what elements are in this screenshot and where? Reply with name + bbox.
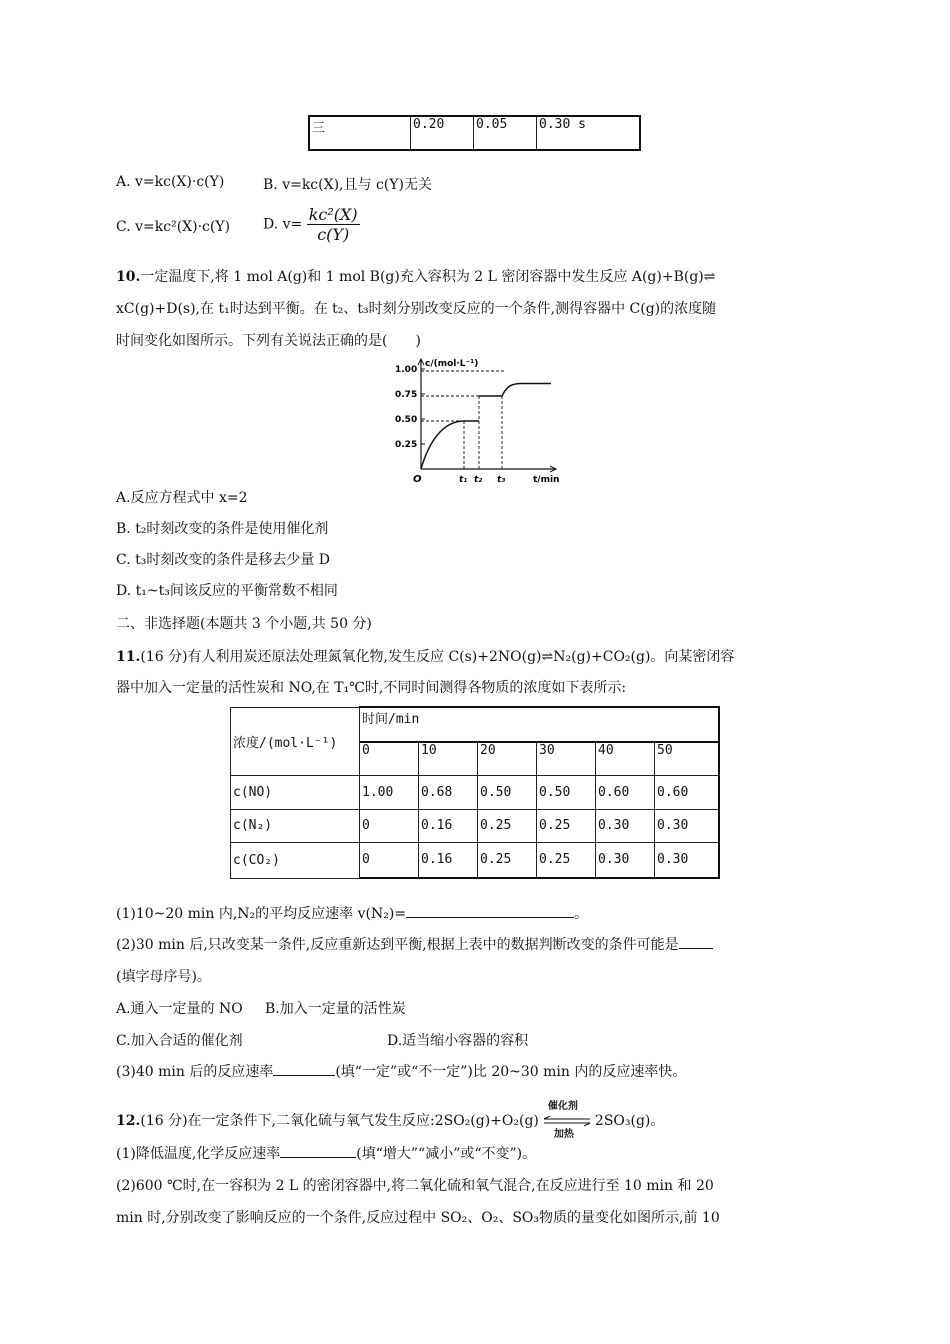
table-cell: 0.50 [537,775,596,809]
table-cell: 0.16 [419,809,478,842]
q12-part2-line2: min 时,分别改变了影响反应的一个条件,反应过程中 SO₂、O₂、SO₃物质的量变化如图所示,前 10 [116,1210,720,1226]
q9-option-a: A. v=kc(X)·c(Y) [116,174,225,190]
fraction-numerator: kc²(X) [308,205,358,224]
q9-option-b: B. v=kc(X),且与 c(Y)无关 [263,177,432,193]
q12-text-end: 2SO₃(g)。 [594,1113,665,1129]
q11-part1-text: (1)10~20 min 内,N₂的平均反应速率 v(N₂)= [116,906,407,922]
q11-part3-end: (填“一定”或“不一定”)比 20~30 min 内的反应速率快。 [335,1064,687,1080]
q11-part2-line1 [116,934,713,954]
q12-part1-end: (填“增大”“减小”或“不变”)。 [356,1146,537,1162]
q10-option-d: D. t₁~t₃间该反应的平衡常数不相同 [116,583,338,599]
condition-bottom: 加热 [553,1129,574,1140]
table-header-cell: 50 [655,742,720,775]
y-axis-label: c/(mol·L⁻¹) [425,359,479,369]
table-cell: 0.05 [474,116,537,150]
q10-option-b: B. t₂时刻改变的条件是使用催化剂 [116,521,329,537]
table-row-label: c(NO) [231,775,360,809]
series-curve-rise-2 [502,384,551,397]
q11-line2: 器中加入一定量的活性炭和 NO,在 T₁℃时,不同时间测得各物质的浓度如下表所示: [116,680,627,696]
q9-option-c: C. v=kc²(X)·c(Y) [116,219,231,235]
table-cell: 0.30 s [537,116,641,150]
x-tick-label: t₂ [474,475,483,485]
table-cell: 0.25 [537,809,596,842]
q11-part3-text: (3)40 min 后的反应速率 [116,1064,274,1080]
answer-blank[interactable] [273,1063,335,1076]
q10-line3: 时间变化如图所示。下列有关说法正确的是( ) [116,333,421,349]
table-cell: 0.16 [419,842,478,878]
q10-line2: xC(g)+D(s),在 t₁时达到平衡。在 t₂、t₃时刻分别改变反应的一个条件,测得容器中 C(g)的浓度随 [116,301,717,317]
q10-text: 一定温度下,将 1 mol A(g)和 1 mol B(g)充入容积为 2 L 密闭容器中发生反应 A(g)+B(g)⇌ [140,269,716,285]
condition-top: 催化剂 [547,1101,578,1112]
table-cell: 1.00 [360,775,419,809]
q11-text: (16 分)有人利用炭还原法处理氮氧化物,发生反应 C(s)+2NO(g)⇌N₂(g)+CO₂(g)。向某密闭容 [140,649,735,665]
table-header-cell: 20 [478,742,537,775]
q12-line1 [116,1101,665,1140]
q12-part1 [116,1143,536,1163]
table-cell: 0 [360,842,419,878]
section-title: 二、非选择题(本题共 3 个小题,共 50 分) [116,616,372,632]
table-cell: 0.25 [537,842,596,878]
y-tick-label: 0.25 [395,440,418,450]
table-row [231,842,720,878]
table-cell: 0.30 [596,809,655,842]
table-header-cell: 30 [537,742,596,775]
question-number: 11. [116,649,141,665]
table-header-cell: 0 [360,742,419,775]
table-cell: 0.60 [596,775,655,809]
q11-part2-text: (2)30 min 后,只改变某一条件,反应重新达到平衡,根据上表中的数据判断改变的条件可能是 [116,937,679,953]
table-row-label: c(CO₂) [231,842,360,878]
answer-blank[interactable] [280,1145,356,1158]
q11-part1 [116,903,588,923]
answer-blank[interactable] [406,905,574,918]
y-tick-label: 0.75 [395,390,418,400]
concentration-chart [385,352,560,487]
q12-part1-text: (1)降低温度,化学反应速率 [116,1146,281,1162]
table-row [231,775,720,809]
table-cell: 0.25 [478,809,537,842]
q11-part1-end: 。 [574,906,589,922]
q11-option-c: C.加入合适的催化剂 [116,1033,243,1049]
q10-option-a: A.反应方程式中 x=2 [116,490,248,506]
table-cell: 三 [309,116,411,150]
q10-option-c: C. t₃时刻改变的条件是移去少量 D [116,552,331,568]
table-cell: 0.50 [478,775,537,809]
q11-part3 [116,1061,686,1081]
y-tick-label: 0.50 [395,415,418,425]
answer-blank[interactable] [679,936,713,949]
y-tick-label: 1.00 [395,365,418,375]
table-cell: 0.60 [655,775,720,809]
table-row [231,707,720,742]
x-tick-label: t₃ [497,475,506,485]
table-cell: 0.68 [419,775,478,809]
q11-option-a: A.通入一定量的 NO [116,1001,243,1017]
top-table [308,115,641,151]
x-axis-label: t/min [533,475,560,485]
q9-option-d-prefix: D. v= [263,216,303,233]
table-cell: 0.30 [655,842,720,878]
reaction-arrow [542,1101,592,1140]
x-tick-label: t₁ [459,475,468,485]
question-number: 10. [116,269,141,285]
table-row [231,809,720,842]
q11-line1 [116,646,734,666]
fraction [307,205,360,244]
table-header-cell: 10 [419,742,478,775]
concentration-table [230,706,720,879]
origin-label: O [413,474,422,485]
q9-option-d [263,205,360,244]
table-cell: 0.30 [655,809,720,842]
table-header-cell: 40 [596,742,655,775]
question-number: 12. [116,1113,141,1129]
q12-part2-line1: (2)600 ℃时,在一容积为 2 L 的密闭容器中,将二氧化硫和氧气混合,在反应进行至 10 min 和 20 [116,1178,714,1194]
table-time-header: 时间/min [360,707,720,742]
q11-option-d: D.适当缩小容器的容积 [387,1033,529,1049]
table-cell: 0 [360,809,419,842]
table-cell: 0.20 [411,116,474,150]
table-corner-header: 浓度/(mol·L⁻¹) [231,707,360,775]
table-cell: 0.25 [478,842,537,878]
fraction-denominator: c(Y) [317,225,350,244]
q12-text: (16 分)在一定条件下,二氧化硫与氧气发生反应:2SO₂(g)+O₂(g) [140,1113,539,1129]
table-row [309,116,640,150]
q10-line1 [116,266,716,286]
series-curve-rise [421,421,464,469]
table-row-label: c(N₂) [231,809,360,842]
q11-part2-line2: (填字母序号)。 [116,969,211,985]
q11-option-b: B.加入一定量的活性炭 [265,1001,406,1017]
table-cell: 0.30 [596,842,655,878]
